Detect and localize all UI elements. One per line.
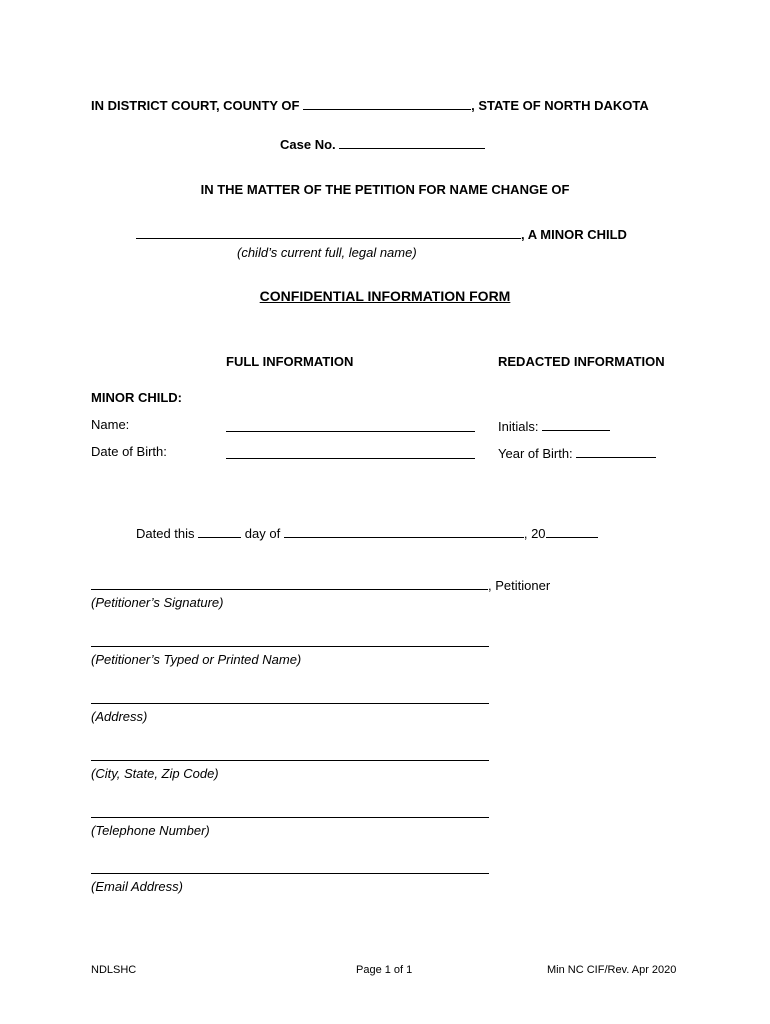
- minor-child-suffix: , A MINOR CHILD: [521, 227, 627, 242]
- dated-day-field[interactable]: [198, 524, 241, 538]
- child-name-caption: (child’s current full, legal name): [237, 245, 417, 260]
- full-information-heading: FULL INFORMATION: [226, 354, 354, 369]
- court-prefix: IN DISTRICT COURT, COUNTY OF: [91, 98, 300, 113]
- court-header-line: [91, 96, 649, 114]
- city-state-zip-caption: (City, State, Zip Code): [91, 766, 219, 781]
- year-of-birth-line: [498, 444, 656, 462]
- address-caption: (Address): [91, 709, 148, 724]
- case-no-label: Case No.: [280, 137, 336, 152]
- footer-form-revision: Min NC CIF/Rev. Apr 2020: [547, 964, 677, 976]
- year-of-birth-label: Year of Birth:: [498, 446, 573, 461]
- date-of-birth-field[interactable]: [226, 458, 475, 459]
- dated-year-prefix: , 20: [523, 526, 546, 541]
- address-field[interactable]: [91, 703, 489, 704]
- footer-page-number: Page 1 of 1: [356, 964, 413, 976]
- petitioner-suffix: , Petitioner: [488, 578, 551, 593]
- dated-line: [136, 524, 598, 542]
- telephone-caption: (Telephone Number): [91, 823, 210, 838]
- dated-day-of: day of: [244, 526, 281, 541]
- email-caption: (Email Address): [91, 879, 183, 894]
- date-of-birth-label: Date of Birth:: [91, 444, 167, 459]
- matter-title: IN THE MATTER OF THE PETITION FOR NAME CHANGE OF: [200, 182, 570, 197]
- case-number-field[interactable]: [339, 135, 485, 149]
- signature-caption: (Petitioner’s Signature): [91, 595, 224, 610]
- telephone-field[interactable]: [91, 817, 489, 818]
- dated-year-field[interactable]: [546, 524, 598, 538]
- petitioner-signature-line: [91, 576, 550, 594]
- name-label: Name:: [91, 417, 130, 432]
- city-state-zip-field[interactable]: [91, 760, 489, 761]
- redacted-information-heading: REDACTED INFORMATION: [498, 354, 665, 369]
- initials-field[interactable]: [542, 417, 610, 431]
- child-full-name-field[interactable]: [226, 431, 475, 432]
- printed-name-caption: (Petitioner’s Typed or Printed Name): [91, 652, 302, 667]
- email-field[interactable]: [91, 873, 489, 874]
- initials-label: Initials:: [498, 419, 539, 434]
- petitioner-signature-field[interactable]: [91, 576, 488, 590]
- minor-child-heading: MINOR CHILD:: [91, 390, 182, 405]
- court-suffix: , STATE OF NORTH DAKOTA: [471, 98, 649, 113]
- initials-line: [498, 417, 610, 435]
- dated-prefix: Dated this: [136, 526, 195, 541]
- form-title: CONFIDENTIAL INFORMATION FORM: [259, 288, 511, 304]
- county-field[interactable]: [303, 96, 471, 110]
- child-name-field[interactable]: [136, 225, 521, 239]
- case-number-line: [280, 135, 485, 153]
- year-of-birth-field[interactable]: [576, 444, 656, 458]
- footer-left: NDLSHC: [91, 964, 137, 976]
- child-name-line: [136, 225, 627, 243]
- printed-name-field[interactable]: [91, 646, 489, 647]
- dated-month-field[interactable]: [284, 524, 524, 538]
